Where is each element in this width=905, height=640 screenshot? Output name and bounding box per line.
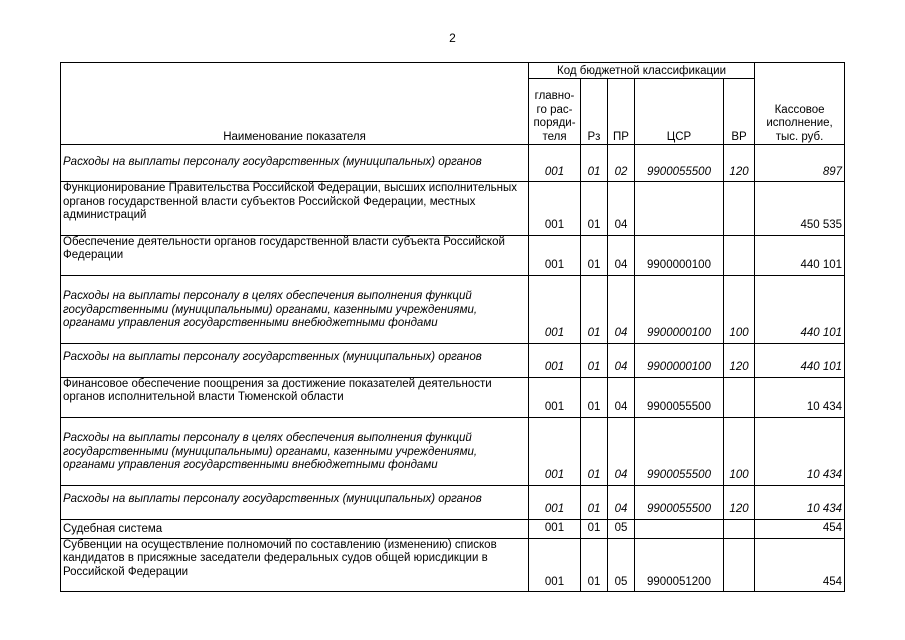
row-pr-text: 04	[614, 469, 628, 481]
budget-table	[60, 62, 845, 592]
row-glavn-text: 001	[544, 503, 565, 515]
row-pr	[608, 343, 635, 377]
row-name-text: Расходы на выплаты персоналу государственных (муниципальных) органов	[63, 493, 482, 505]
header-name: Наименование показателя	[61, 63, 529, 145]
row-amount	[755, 519, 845, 538]
row-name-text: Субвенции на осуществление полномочий по составлению (изменению) списков кандидатов в присяжные заседатели федеральных судов общей юрисдикции в Российской Федерации	[63, 538, 497, 578]
row-glavn	[529, 343, 581, 377]
row-name	[61, 235, 529, 275]
row-vr-text: 100	[729, 327, 749, 339]
row-rz-text: 01	[587, 469, 601, 481]
row-name	[61, 377, 529, 417]
row-csr	[635, 235, 724, 275]
row-pr	[608, 145, 635, 182]
row-rz-text: 01	[587, 401, 601, 413]
row-name	[61, 417, 529, 485]
row-name-text: Судебная система	[63, 523, 163, 535]
table-row	[61, 235, 845, 275]
row-name	[61, 485, 529, 519]
row-csr	[635, 377, 724, 417]
header-amount: Кассовое исполнение, тыс. руб.	[755, 63, 845, 145]
row-amount	[755, 343, 845, 377]
row-amount	[755, 538, 845, 592]
row-amount-text: 10 434	[806, 469, 843, 481]
row-pr	[608, 235, 635, 275]
row-csr-text: 9900055500	[647, 401, 711, 413]
row-pr-text: 05	[614, 575, 628, 588]
row-name-text: Расходы на выплаты персоналу в целях обеспечения выполнения функций государственными (муниципальными) органами, казенными учреждениями, органами управления государственными внебюджетными фондами	[63, 432, 478, 471]
row-glavn-text: 001	[544, 219, 565, 231]
row-pr-text: 04	[614, 259, 628, 271]
header-code-group: Код бюджетной классификации	[529, 63, 755, 79]
row-rz	[581, 145, 608, 182]
row-csr-text: 9900055500	[647, 503, 711, 515]
row-name	[61, 275, 529, 343]
table-row	[61, 417, 845, 485]
header-glavn: главно-го рас-поряди-теля	[529, 79, 581, 145]
row-glavn-text: 001	[544, 522, 565, 534]
row-csr	[635, 417, 724, 485]
row-name-text: Расходы на выплаты персоналу государственных (муниципальных) органов	[63, 351, 482, 363]
row-rz	[581, 235, 608, 275]
row-rz	[581, 275, 608, 343]
table-row	[61, 343, 845, 377]
row-csr-text: 9900000100	[647, 259, 711, 271]
row-amount-text: 454	[822, 522, 843, 534]
row-glavn-text: 001	[544, 327, 565, 339]
row-rz	[581, 485, 608, 519]
row-name-text: Функционирование Правительства Российской Федерации, высших исполнительных органов государственной власти субъектов Российской Федерации, местных администраций	[63, 182, 518, 221]
row-rz	[581, 377, 608, 417]
row-vr-text: 120	[729, 361, 749, 373]
row-amount-text: 10 434	[806, 401, 843, 413]
row-glavn-text: 001	[544, 165, 565, 178]
row-pr	[608, 182, 635, 236]
row-amount	[755, 145, 845, 182]
row-glavn	[529, 417, 581, 485]
row-glavn	[529, 538, 581, 592]
row-vr	[724, 519, 755, 538]
header-rz: Рз	[581, 79, 608, 145]
row-pr	[608, 485, 635, 519]
row-csr	[635, 275, 724, 343]
row-pr-text: 04	[614, 503, 628, 515]
row-vr	[724, 485, 755, 519]
table-row	[61, 275, 845, 343]
row-glavn-text: 001	[544, 361, 565, 373]
row-amount	[755, 485, 845, 519]
row-name	[61, 145, 529, 182]
row-rz-text: 01	[587, 522, 601, 534]
row-glavn	[529, 377, 581, 417]
row-amount-text: 454	[822, 575, 843, 588]
row-rz-text: 01	[587, 259, 601, 271]
row-rz-text: 01	[587, 327, 601, 339]
header-row-top	[61, 63, 845, 79]
row-pr-text: 02	[614, 165, 628, 178]
row-vr-text: 120	[729, 165, 749, 178]
row-csr	[635, 538, 724, 592]
row-vr-text: 120	[729, 503, 749, 515]
row-glavn	[529, 182, 581, 236]
row-vr	[724, 343, 755, 377]
row-name-text: Обеспечение деятельности органов государственной власти субъекта Российской Федерации	[63, 235, 505, 261]
table-row	[61, 519, 845, 538]
page-number: 2	[449, 31, 456, 45]
row-name-text: Расходы на выплаты персоналу государственных (муниципальных) органов	[63, 155, 482, 168]
header-pr: ПР	[608, 79, 635, 145]
row-amount	[755, 377, 845, 417]
row-vr	[724, 182, 755, 236]
row-amount-text: 897	[822, 165, 843, 178]
row-pr	[608, 377, 635, 417]
row-pr-text: 04	[614, 401, 628, 413]
row-amount-text: 440 101	[800, 327, 843, 339]
row-vr	[724, 275, 755, 343]
table-row	[61, 145, 845, 182]
row-amount	[755, 235, 845, 275]
row-pr	[608, 417, 635, 485]
row-name-text: Расходы на выплаты персоналу в целях обеспечения выполнения функций государственными (муниципальными) органами, казенными учреждениями, органами управления государственными внебюджетными фондами	[63, 290, 478, 329]
row-pr-text: 05	[614, 522, 628, 534]
table-row	[61, 538, 845, 592]
row-amount-text: 450 535	[800, 219, 843, 231]
row-amount	[755, 182, 845, 236]
row-name	[61, 538, 529, 592]
row-rz	[581, 519, 608, 538]
row-csr-text: 9900000100	[647, 327, 711, 339]
row-name-text: Финансовое обеспечение поощрения за достижение показателей деятельности органов исполнительной власти Тюменской области	[63, 377, 492, 403]
row-amount	[755, 275, 845, 343]
row-rz	[581, 343, 608, 377]
row-csr	[635, 182, 724, 236]
row-glavn-text: 001	[544, 259, 565, 271]
row-csr	[635, 519, 724, 538]
row-name	[61, 519, 529, 538]
row-csr-text: 9900055500	[647, 165, 711, 178]
row-name	[61, 343, 529, 377]
row-rz	[581, 538, 608, 592]
row-csr	[635, 485, 724, 519]
table-row	[61, 182, 845, 236]
row-csr	[635, 145, 724, 182]
table-row	[61, 485, 845, 519]
row-vr	[724, 377, 755, 417]
row-name	[61, 182, 529, 236]
row-pr	[608, 519, 635, 538]
row-csr-text: 9900000100	[647, 361, 711, 373]
row-glavn-text: 001	[544, 575, 565, 588]
row-pr-text: 04	[614, 219, 628, 231]
row-rz	[581, 417, 608, 485]
row-amount-text: 440 101	[800, 259, 843, 271]
row-vr	[724, 417, 755, 485]
row-vr-text: 100	[729, 469, 749, 481]
row-glavn-text: 001	[544, 469, 565, 481]
row-glavn	[529, 235, 581, 275]
row-amount-text: 440 101	[800, 361, 843, 373]
table-row	[61, 377, 845, 417]
row-csr-text: 9900055500	[647, 469, 711, 481]
header-vr: ВР	[724, 79, 755, 145]
row-amount-text: 10 434	[806, 503, 843, 515]
row-rz-text: 01	[587, 503, 601, 515]
row-glavn	[529, 275, 581, 343]
row-rz-text: 01	[587, 575, 601, 588]
row-vr	[724, 538, 755, 592]
row-rz-text: 01	[587, 361, 601, 373]
row-pr	[608, 275, 635, 343]
row-pr-text: 04	[614, 361, 628, 373]
row-rz	[581, 182, 608, 236]
row-glavn	[529, 519, 581, 538]
row-rz-text: 01	[587, 219, 601, 231]
row-glavn	[529, 145, 581, 182]
row-pr-text: 04	[614, 327, 628, 339]
row-glavn	[529, 485, 581, 519]
row-pr	[608, 538, 635, 592]
row-rz-text: 01	[587, 165, 601, 178]
row-glavn-text: 001	[544, 401, 565, 413]
row-amount	[755, 417, 845, 485]
header-csr: ЦСР	[635, 79, 724, 145]
row-vr	[724, 145, 755, 182]
row-vr	[724, 235, 755, 275]
row-vr-text	[726, 589, 752, 591]
row-csr-text: 9900051200	[647, 575, 711, 588]
row-csr	[635, 343, 724, 377]
